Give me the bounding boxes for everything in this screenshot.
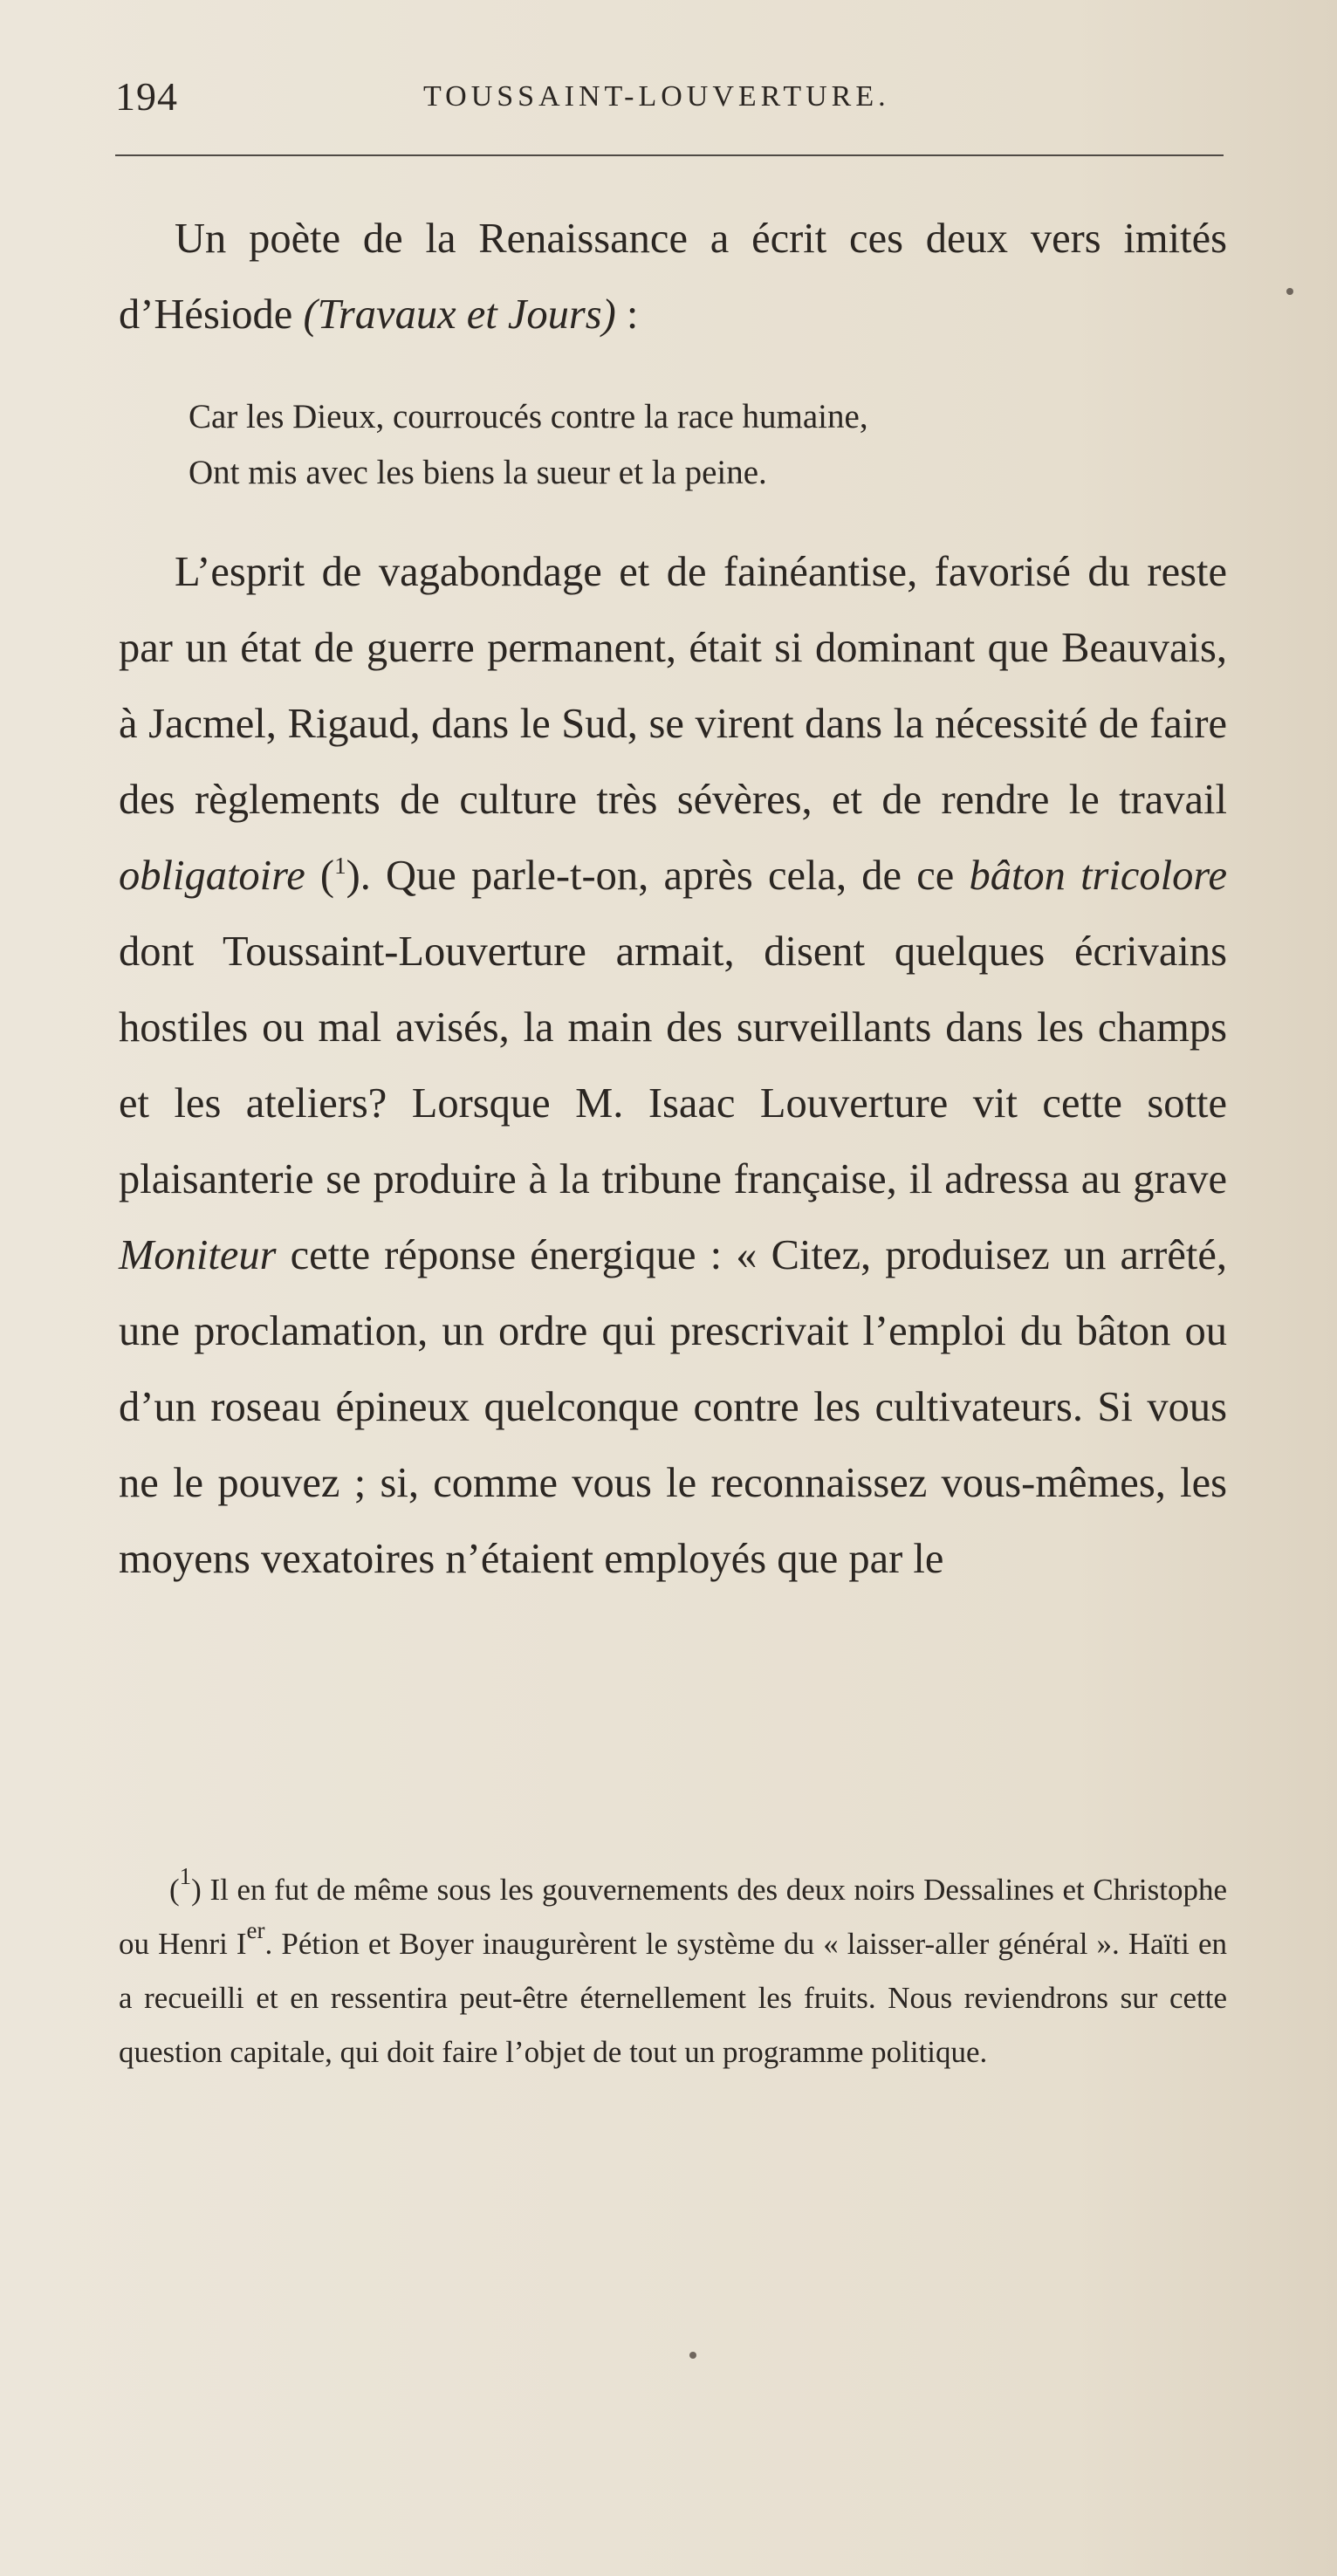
main-text [119,201,1227,1597]
italic-obligatoire: obligatoire [119,853,305,899]
footnote-marker: 1 [179,1863,192,1889]
verse-quote [189,389,1227,501]
footnote-text-2: . Pétion et Boyer inaugurèrent le système du « laisser-aller général ». Haïti en a recueilli et en ressentira peut-être éternellement les fruits. Nous reviendrons sur cette question capitale, qui doit faire l’objet de tout un programme politique. [119,1927,1227,2069]
paragraph-main [119,534,1227,1597]
footnote-reference[interactable]: 1 [334,853,346,879]
main-text-part-2: dont Toussaint-Louverture armait, disent quelques écrivains hostiles ou mal avisés, la main des surveillants dans les champs et les ateliers? Lorsque M. Isaac Louverture vit cette sotte plaisanterie se produire à la tribune française, il adressa au grave [119,928,1227,1202]
italic-moniteur: Moniteur [119,1232,277,1278]
paragraph-intro [119,201,1227,353]
main-text-part-3: cette réponse énergique : « Citez, produisez un arrêté, une proclamation, un ordre qui prescrivait l’emploi du bâton ou d’un roseau épineux quelconque contre les cultivateurs. Si vous ne le pouvez ; si, comme vous le reconnaissez vous-mêmes, les moyens vexatoires n’étaient employés que par le [119,1232,1227,1582]
running-title: TOUSSAINT-LOUVERTURE. [423,80,890,113]
verse-line-2: Ont mis avec les biens la sueur et la peine. [189,454,767,491]
footnote-ref-open: ( [305,853,335,899]
main-text-after-ref: ). Que parle-t-on, après cela, de ce [346,853,970,899]
footnote-close: ) [191,1873,202,1907]
main-text-part-1: L’esprit de vagabondage et de fainéantise, favorisé du reste par un état de guerre permanent, était si dominant que Beauvais, à Jacmel, Rigaud, dans le Sud, se virent dans la nécessité de faire des règlements de culture très sévères, et de rendre le travail [119,549,1227,823]
intro-text: Un poète de la Renaissance a écrit ces deux vers imités d’Hésiode [119,216,1227,338]
italic-baton-tricolore: bâton tricolore [969,853,1227,899]
page-number: 194 [115,74,178,119]
verse-line-1: Car les Dieux, courroucés contre la race humaine, [189,398,868,435]
work-title-italic: (Travaux et Jours) [303,291,616,338]
header-divider [115,154,1224,156]
footnote-open: ( [169,1873,180,1907]
footnote-paragraph [119,1863,1227,2079]
paper-speck [689,2352,696,2359]
page-header [115,68,1224,120]
paper-speck [1286,288,1293,295]
footnote [119,1863,1227,2079]
footnote-superscript: er [246,1917,265,1943]
footnote-text-1: Il en fut de même sous les gouvernements des deux noirs Dessalines et Christophe ou Henri I [119,1873,1227,1961]
intro-colon: : [615,291,639,338]
